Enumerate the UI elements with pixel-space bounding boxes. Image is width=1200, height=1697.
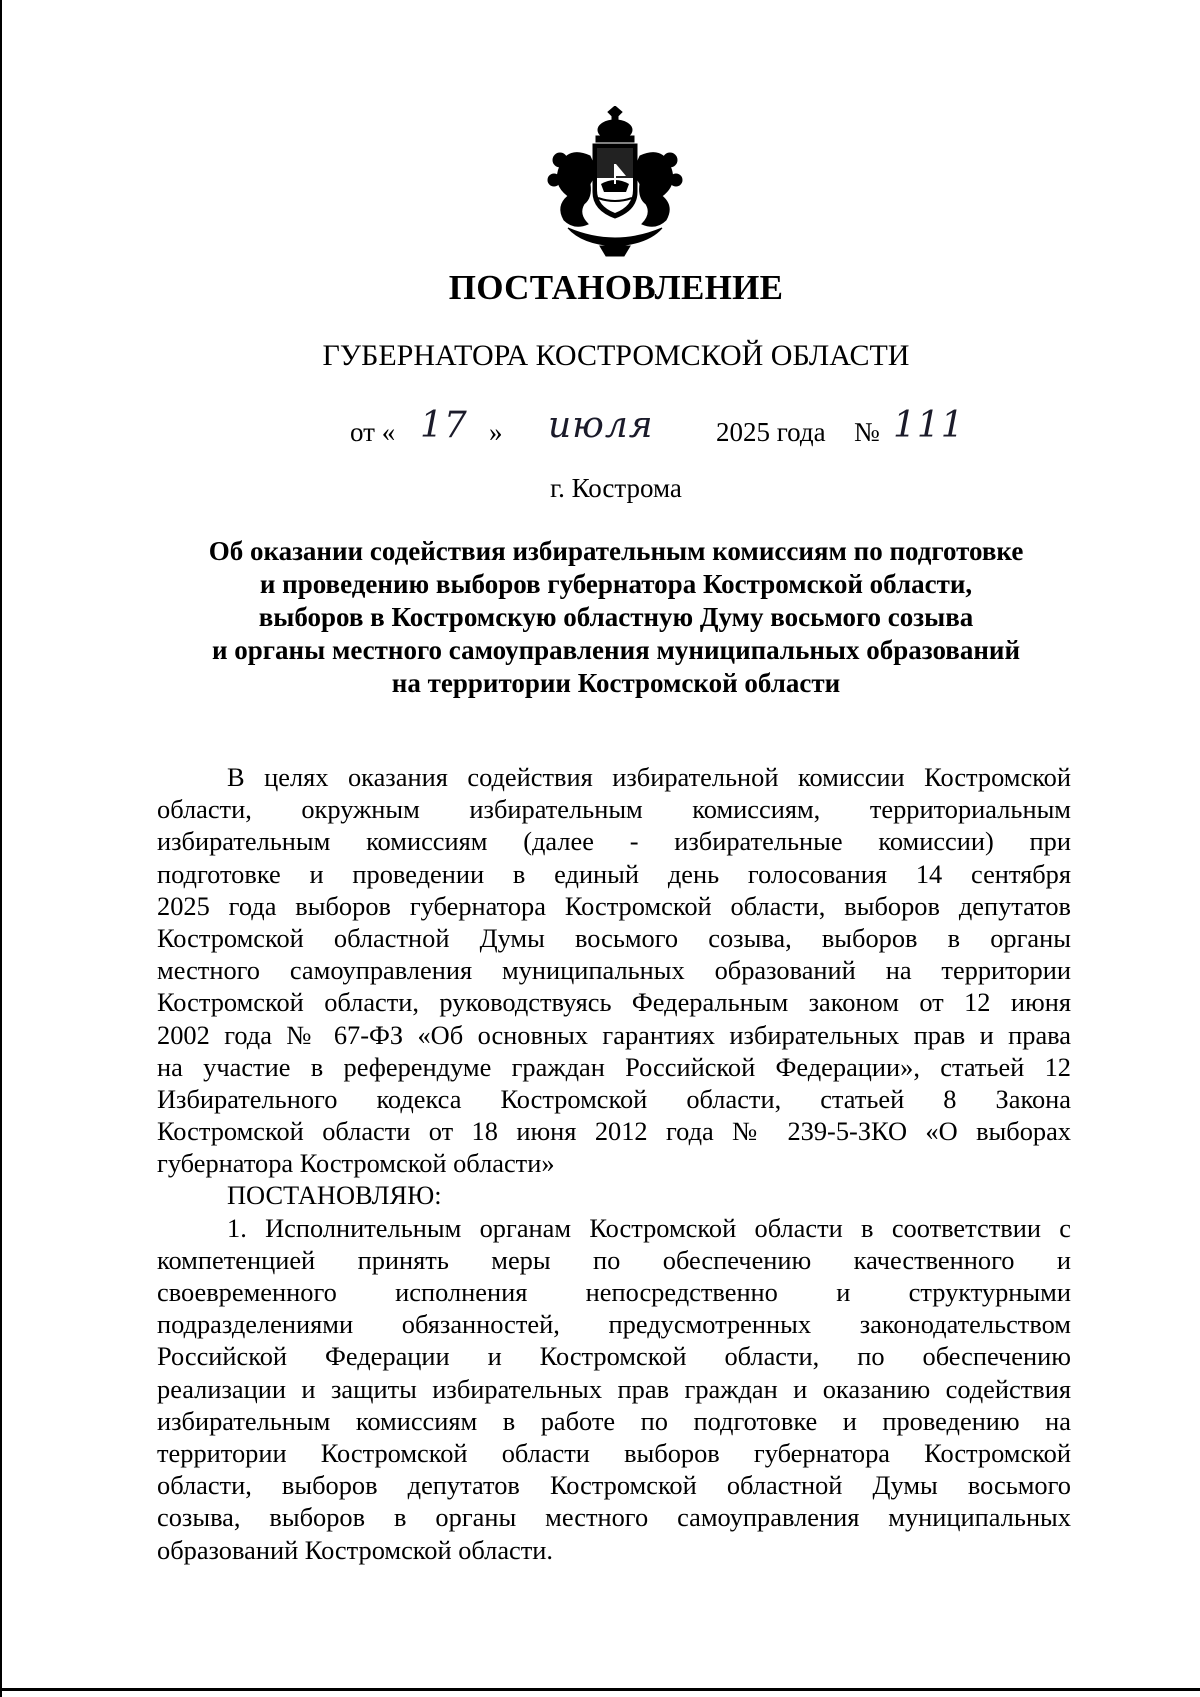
clause-line: 1. Исполнительным органам Костромской области в соответствии с [227, 1212, 1071, 1243]
preamble-line: Костромской областной Думы восьмого созыва, выборов в органы [157, 922, 1071, 953]
date-mid: » [489, 417, 503, 447]
coat-of-arms-emblem [538, 106, 693, 260]
clause-line: созыва, выборов в органы местного самоуправления муниципальных [157, 1502, 1071, 1533]
preamble-line: области, окружным избирательным комиссиям, территориальным [157, 794, 1071, 825]
clause-1-paragraph [157, 1212, 1071, 1566]
preamble-line: избирательным комиссиям (далее - избирательные комиссии) при [157, 826, 1071, 857]
date-number-line [0, 405, 1200, 465]
preamble-line: 2002 года № 67-ФЗ «Об основных гарантиях избирательных прав и права [157, 1019, 1071, 1050]
clause-line: образований Костромской области. [157, 1534, 554, 1565]
date-prefix: от « [350, 417, 396, 447]
preamble-line: подготовке и проведении в единый день голосования 14 сентября [157, 858, 1071, 889]
number-sign: № [854, 417, 880, 447]
document-body [157, 761, 1071, 1566]
heading-line: Об оказании содействия избирательным комиссиям по подготовке [208, 536, 1024, 566]
clause-line: Российской Федерации и Костромской области, по обеспечению [157, 1341, 1071, 1372]
city-line: г. Кострома [550, 473, 682, 503]
clause-line: территории Костромской области выборов губернатора Костромской [157, 1437, 1071, 1468]
clause-line: реализации и защиты избирательных прав граждан и оказанию содействия [157, 1373, 1071, 1404]
heading-line: и проведению выборов губернатора Костромской области, [259, 569, 973, 599]
document-heading [160, 535, 1072, 700]
preamble-line: на участие в референдуме граждан Российской Федерации», статьей 12 [157, 1051, 1071, 1082]
clause-line: своевременного исполнения непосредственно и структурными [157, 1277, 1071, 1307]
preamble-line: Костромской области, руководствуясь Федеральным законом от 12 июня [157, 987, 1071, 1018]
scan-edge-left [0, 0, 2, 1697]
document-number-handwritten: 111 [893, 405, 965, 446]
scan-edge-bottom [0, 1688, 1200, 1691]
date-year: 2025 года [716, 417, 826, 447]
heading-line: и органы местного самоуправления муниципальных образований [211, 635, 1021, 665]
heading-line: выборов в Костромскую областную Думу восьмого созыва [258, 602, 974, 632]
document-type-title: ПОСТАНОВЛЕНИЕ [448, 268, 784, 307]
heading-line: на территории Костромской области [391, 668, 841, 698]
preamble-line: местного самоуправления муниципальных образований на территории [157, 955, 1071, 986]
clause-line: подразделениями обязанностей, предусмотренных законодательством [157, 1309, 1071, 1340]
preamble-line: Костромской области от 18 июня 2012 года № 239-5-ЗКО «О выборах [157, 1116, 1071, 1147]
date-day-handwritten: 17 [420, 405, 468, 446]
clause-line: компетенцией принять меры по обеспечению качественного и [157, 1244, 1071, 1275]
preamble-line: Избирательного кодекса Костромской области, статьей 8 Закона [157, 1083, 1071, 1114]
preamble-paragraph [157, 761, 1071, 1179]
preamble-line: губернатора Костромской области» [157, 1148, 555, 1179]
resolve-word: ПОСТАНОВЛЯЮ: [227, 1180, 442, 1211]
date-month-handwritten: июля [548, 405, 654, 446]
preamble-line: 2025 года выборов губернатора Костромской области, выборов депутатов [157, 890, 1071, 921]
preamble-line: В целях оказания содействия избирательной комиссии Костромской [227, 762, 1071, 792]
clause-line: избирательным комиссиям в работе по подготовке и проведению на [157, 1405, 1071, 1436]
clause-line: области, выборов депутатов Костромской областной Думы восьмого [157, 1470, 1071, 1501]
issuer-line: ГУБЕРНАТОРА КОСТРОМСКОЙ ОБЛАСТИ [322, 339, 910, 372]
